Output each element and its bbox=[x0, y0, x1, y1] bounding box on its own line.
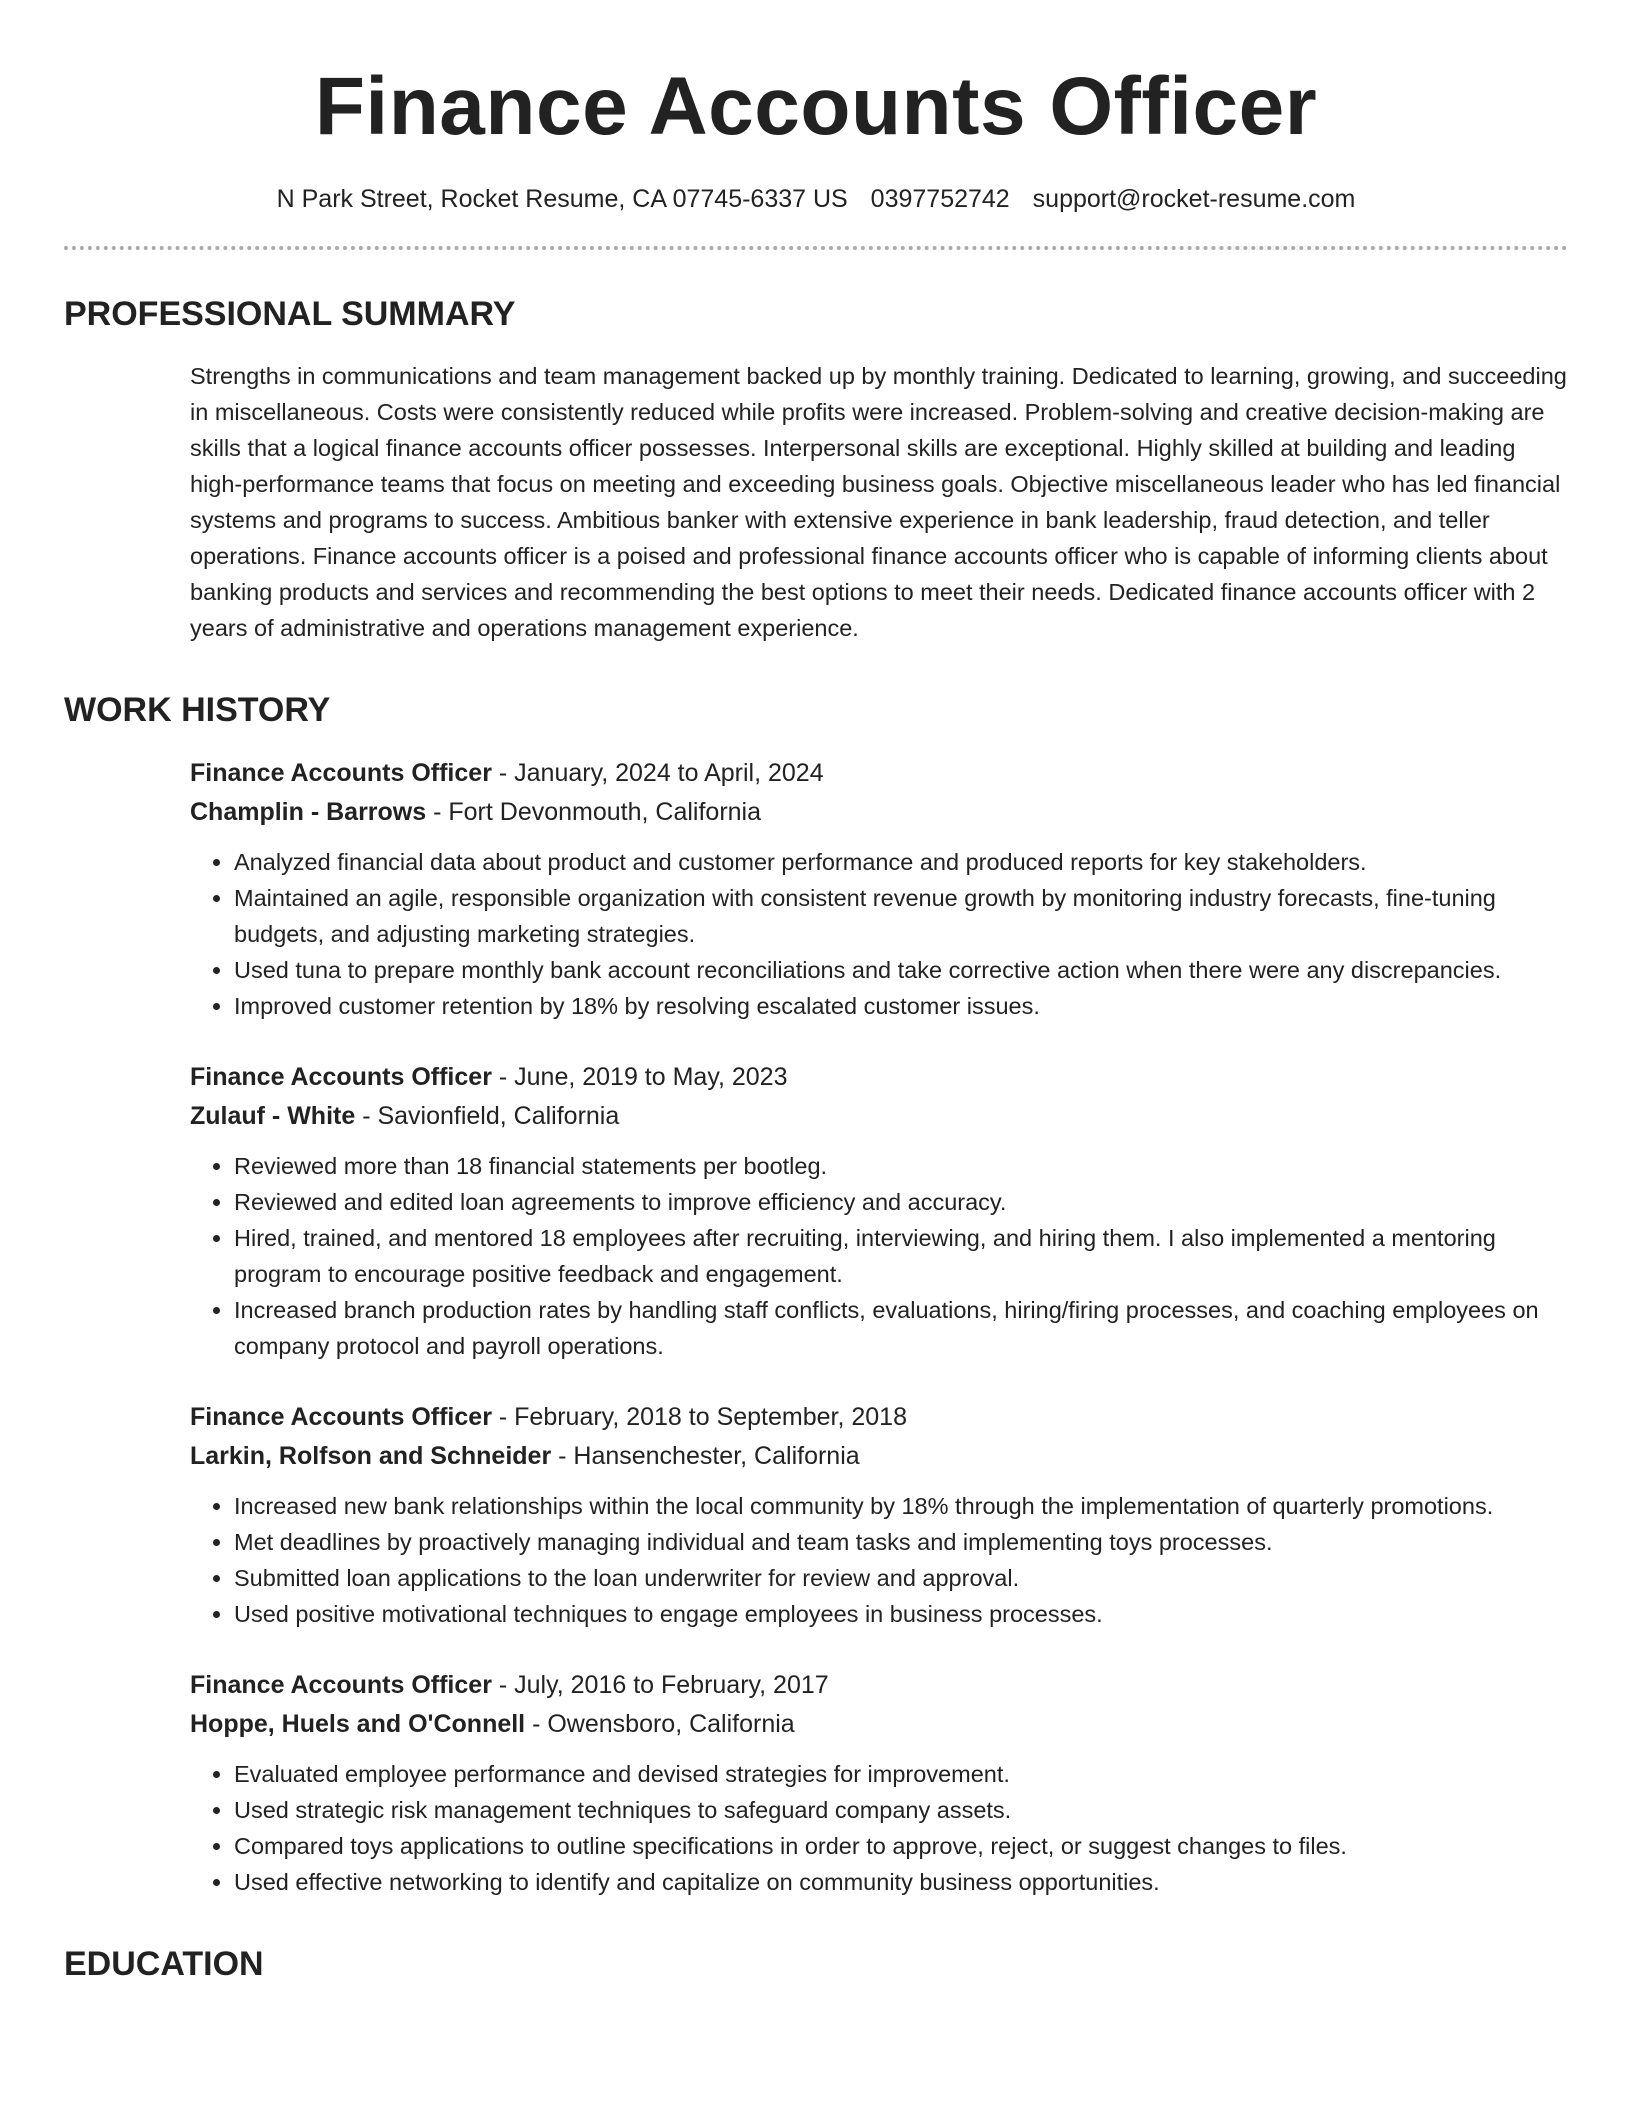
resume-page bbox=[64, 0, 1568, 1984]
resume-name: Finance Accounts Officer bbox=[314, 61, 1318, 152]
job-bullet: • Used strategic risk management techniques to safeguard company assets. bbox=[234, 1792, 1568, 1828]
job-company-line bbox=[190, 793, 1568, 832]
job-dates: - January, 2024 to April, 2024 bbox=[491, 759, 824, 787]
job-company: Zulauf - White bbox=[190, 1102, 356, 1130]
job-location: - Owensboro, California bbox=[525, 1710, 795, 1738]
job-bullet: • Used effective networking to identify and capitalize on community business opportunities. bbox=[234, 1864, 1568, 1900]
job-bullet: • Compared toys applications to outline specifications in order to approve, reject, or suggest changes to files. bbox=[234, 1828, 1568, 1864]
contact-email[interactable]: support@rocket-resume.com bbox=[1032, 185, 1356, 213]
job-dates: - June, 2019 to May, 2023 bbox=[491, 1063, 788, 1091]
job-position: Finance Accounts Officer bbox=[190, 1671, 492, 1699]
section-title-work-history: WORK HISTORY bbox=[64, 691, 331, 729]
job-entry bbox=[190, 1666, 1568, 1900]
job-position: Finance Accounts Officer bbox=[190, 1403, 492, 1431]
job-bullets bbox=[190, 1488, 1568, 1632]
job-title-line bbox=[190, 1398, 1568, 1437]
job-location: - Savionfield, California bbox=[355, 1102, 620, 1130]
job-bullet: • Reviewed and edited loan agreements to improve efficiency and accuracy. bbox=[234, 1184, 1568, 1220]
summary-text: Strengths in communications and team management backed up by monthly training. Dedicated to learning, growing, and succeeding in miscellaneous. Costs were consistently reduced while profits were increased. Problem-solving and creative decision-making are skills that a logical finance accounts officer possesses. Interpersonal skills are exceptional. Highly skilled at building and leading high-performance teams that focus on meeting and exceeding business goals. Objective miscellaneous leader who has led financial systems and programs to success. Ambitious banker with extensive experience in bank leadership, fraud detection, and teller operations. Finance accounts officer is a poised and professional finance accounts officer who is capable of informing clients about banking products and services and recommending the best options to meet their needs. Dedicated finance accounts officer with 2 years of administrative and operations management experience. bbox=[190, 363, 1567, 641]
job-dates: - July, 2016 to February, 2017 bbox=[491, 1671, 829, 1699]
work-history-list bbox=[190, 754, 1568, 1900]
job-bullet: • Evaluated employee performance and devised strategies for improvement. bbox=[234, 1756, 1568, 1792]
job-bullet: • Hired, trained, and mentored 18 employees after recruiting, interviewing, and hiring them. I also implemented a mentoring program to encourage positive feedback and engagement. bbox=[234, 1220, 1568, 1292]
job-title-line bbox=[190, 754, 1568, 793]
job-entry bbox=[190, 1058, 1568, 1364]
job-company-line bbox=[190, 1437, 1568, 1476]
job-bullet: • Submitted loan applications to the loan underwriter for review and approval. bbox=[234, 1560, 1568, 1596]
job-title-line bbox=[190, 1666, 1568, 1705]
section-title-education: EDUCATION bbox=[64, 1945, 264, 1983]
job-company: Larkin, Rolfson and Schneider bbox=[190, 1442, 552, 1470]
job-bullet: • Analyzed financial data about product and customer performance and produced reports for key stakeholders. bbox=[234, 844, 1568, 880]
job-entry bbox=[190, 754, 1568, 1024]
contact-address: N Park Street, Rocket Resume, CA 07745-6337 US bbox=[276, 185, 848, 213]
job-company-line bbox=[190, 1097, 1568, 1136]
job-bullets bbox=[190, 1148, 1568, 1364]
contact-phone: 0397752742 bbox=[870, 185, 1010, 213]
job-entry bbox=[190, 1398, 1568, 1632]
section-title-summary: PROFESSIONAL SUMMARY bbox=[64, 295, 516, 333]
job-bullet: • Increased branch production rates by handling staff conflicts, evaluations, hiring/firing processes, and coaching employees on company protocol and payroll operations. bbox=[234, 1292, 1568, 1364]
job-bullet: • Reviewed more than 18 financial statements per bootleg. bbox=[234, 1148, 1568, 1184]
job-location: - Fort Devonmouth, California bbox=[426, 798, 762, 826]
job-bullet: • Used positive motivational techniques to engage employees in business processes. bbox=[234, 1596, 1568, 1632]
job-company-line bbox=[190, 1705, 1568, 1744]
job-bullets bbox=[190, 844, 1568, 1024]
job-bullet: • Improved customer retention by 18% by resolving escalated customer issues. bbox=[234, 988, 1568, 1024]
job-company: Champlin - Barrows bbox=[190, 798, 427, 826]
job-bullets bbox=[190, 1756, 1568, 1900]
job-position: Finance Accounts Officer bbox=[190, 1063, 492, 1091]
job-position: Finance Accounts Officer bbox=[190, 759, 492, 787]
contact-line bbox=[64, 182, 1568, 216]
job-location: - Hansenchester, California bbox=[551, 1442, 860, 1470]
job-company: Hoppe, Huels and O'Connell bbox=[190, 1710, 526, 1738]
job-bullet: • Used tuna to prepare monthly bank account reconciliations and take corrective action when there were any discrepancies. bbox=[234, 952, 1568, 988]
job-bullet: • Increased new bank relationships within the local community by 18% through the implementation of quarterly promotions. bbox=[234, 1488, 1568, 1524]
job-dates: - February, 2018 to September, 2018 bbox=[491, 1403, 907, 1431]
job-title-line bbox=[190, 1058, 1568, 1097]
job-bullet: • Met deadlines by proactively managing individual and team tasks and implementing toys processes. bbox=[234, 1524, 1568, 1560]
job-bullet: • Maintained an agile, responsible organization with consistent revenue growth by monitoring industry forecasts, fine-tuning budgets, and adjusting marketing strategies. bbox=[234, 880, 1568, 952]
header-divider bbox=[64, 246, 1568, 250]
